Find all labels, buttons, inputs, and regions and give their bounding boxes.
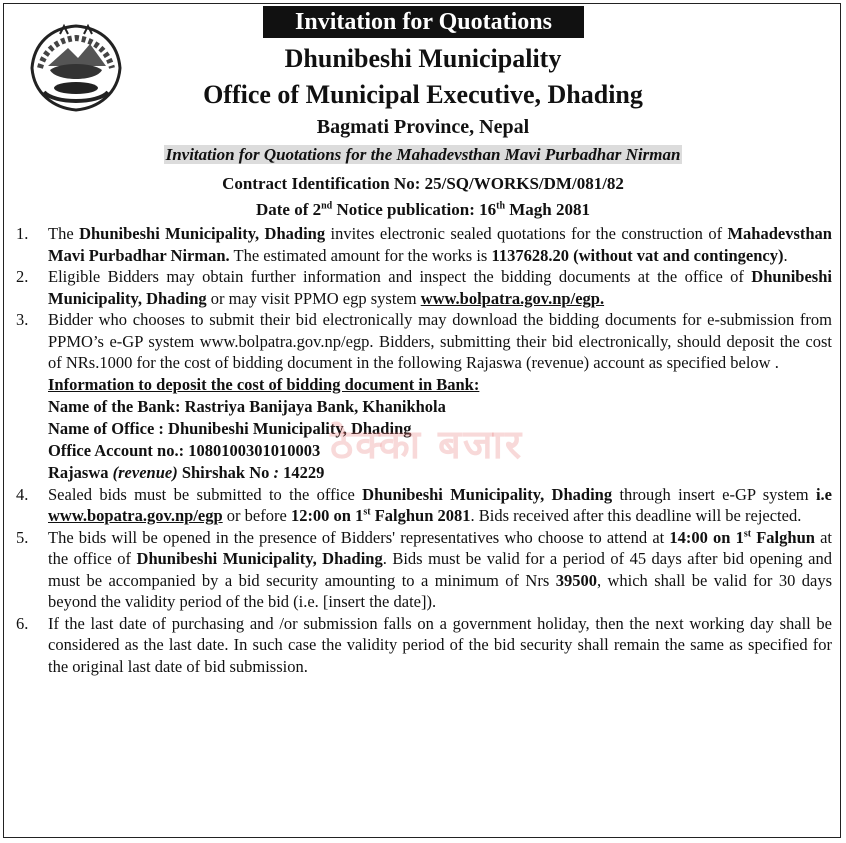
org-name: Dhunibeshi Municipality [284, 44, 562, 73]
clause-4 [16, 484, 832, 527]
bopatra-link[interactable]: www.bopatra.gov.np/egp [48, 506, 223, 525]
clause-text: Eligible Bidders may obtain further information and inspect the bidding documents at the office of Dhunibeshi Municipality, Dhading or may visit PPMO egp system www.bolpatra.gov.np/egp. [48, 267, 832, 308]
date-suffix: Magh 2081 [505, 200, 591, 219]
account-number: Office Account no.: 1080100301010003 [48, 440, 321, 460]
clause-text: Sealed bids must be submitted to the office Dhunibeshi Municipality, Dhading through insert e-GP system i.e www.bopatra.gov.np/egp or before 12:00 on 1st Falghun 2081. Bids received after this deadline will be rejected. [48, 484, 832, 525]
contract-id: Contract Identification No: 25/SQ/WORKS/DM/081/82 [222, 174, 624, 193]
clause-text: Bidder who chooses to submit their bid electronically may download the bidding documents for e-submission from PPMO’s e-GP system www.bolpatra.gov.np/egp. Bidders, submitting their bid electronically, should deposit the cost of NRs.1000 for the cost of bidding document in the following Rajaswa (revenue) account as specified below . [48, 310, 832, 372]
clause-text: The Dhunibeshi Municipality, Dhading invites electronic sealed quotations for the construction of Mahadevsthan Mavi Purbadhar Nirman. The estimated amount for the works is 1137628.20 (without vat and contingency). [48, 224, 832, 265]
province: Bagmati Province, Nepal [316, 116, 530, 138]
clause-text: The bids will be opened in the presence of Bidders' representatives who choose to attend at 14:00 on 1st Falghun at the office of Dhunibeshi Municipality, Dhading. Bids must be valid for a period of 45 days after bid opening and must be accompanied by a bid security amounting to a minimum of Nrs 39500, which shall be valid for 30 days beyond the validity period of the bid (i.e. [insert the date]). [48, 527, 833, 611]
clause-list [16, 223, 832, 677]
nepal-emblem-icon [20, 22, 132, 114]
clause-2 [16, 266, 832, 309]
bank-name: Name of the Bank: Rastriya Banijaya Bank, Khanikhola [48, 396, 446, 416]
rajaswa-line: Rajaswa (revenue) Shirshak No : 14229 [48, 462, 325, 482]
clause-text: If the last date of purchasing and /or submission falls on a government holiday, then the next working day shall be considered as the last date. In such case the validity period of the bid security shall remain the same as specified for the original last date of bid submission. [48, 613, 832, 676]
office-name: Office of Municipal Executive, Dhading [203, 80, 643, 109]
clause-6 [16, 613, 832, 678]
clause-number: 5. [16, 527, 29, 547]
clause-number: 6. [16, 613, 29, 633]
notice-date [120, 200, 726, 220]
clause-number: 4. [16, 484, 29, 504]
bank-info [48, 374, 832, 484]
date-mid: Notice publication: 16 [332, 200, 497, 219]
watermark: ठेक्का बजार [330, 422, 524, 468]
clause-5 [16, 527, 832, 613]
banner-title: Invitation for Quotations [263, 6, 584, 38]
date-prefix: Date of 2 [255, 200, 322, 219]
clause-number: 3. [16, 310, 29, 329]
date-sup-1: nd [321, 200, 333, 212]
egp-link[interactable]: www.bolpatra.gov.np/egp. [420, 288, 605, 308]
clause-3 [16, 309, 832, 374]
clause-number: 2. [16, 267, 29, 286]
date-sup-2: th [496, 200, 506, 212]
clause-1 [16, 223, 832, 266]
clause-number: 1. [16, 224, 29, 243]
bank-heading: Information to deposit the cost of bidding document in Bank: [48, 374, 480, 394]
project-title [120, 145, 726, 165]
project-title-text: Invitation for Quotations for the Mahadevsthan Mavi Purbadhar Nirman [165, 145, 681, 164]
office-name-line: Name of Office : Dhunibeshi Municipality, Dhading [48, 418, 412, 438]
